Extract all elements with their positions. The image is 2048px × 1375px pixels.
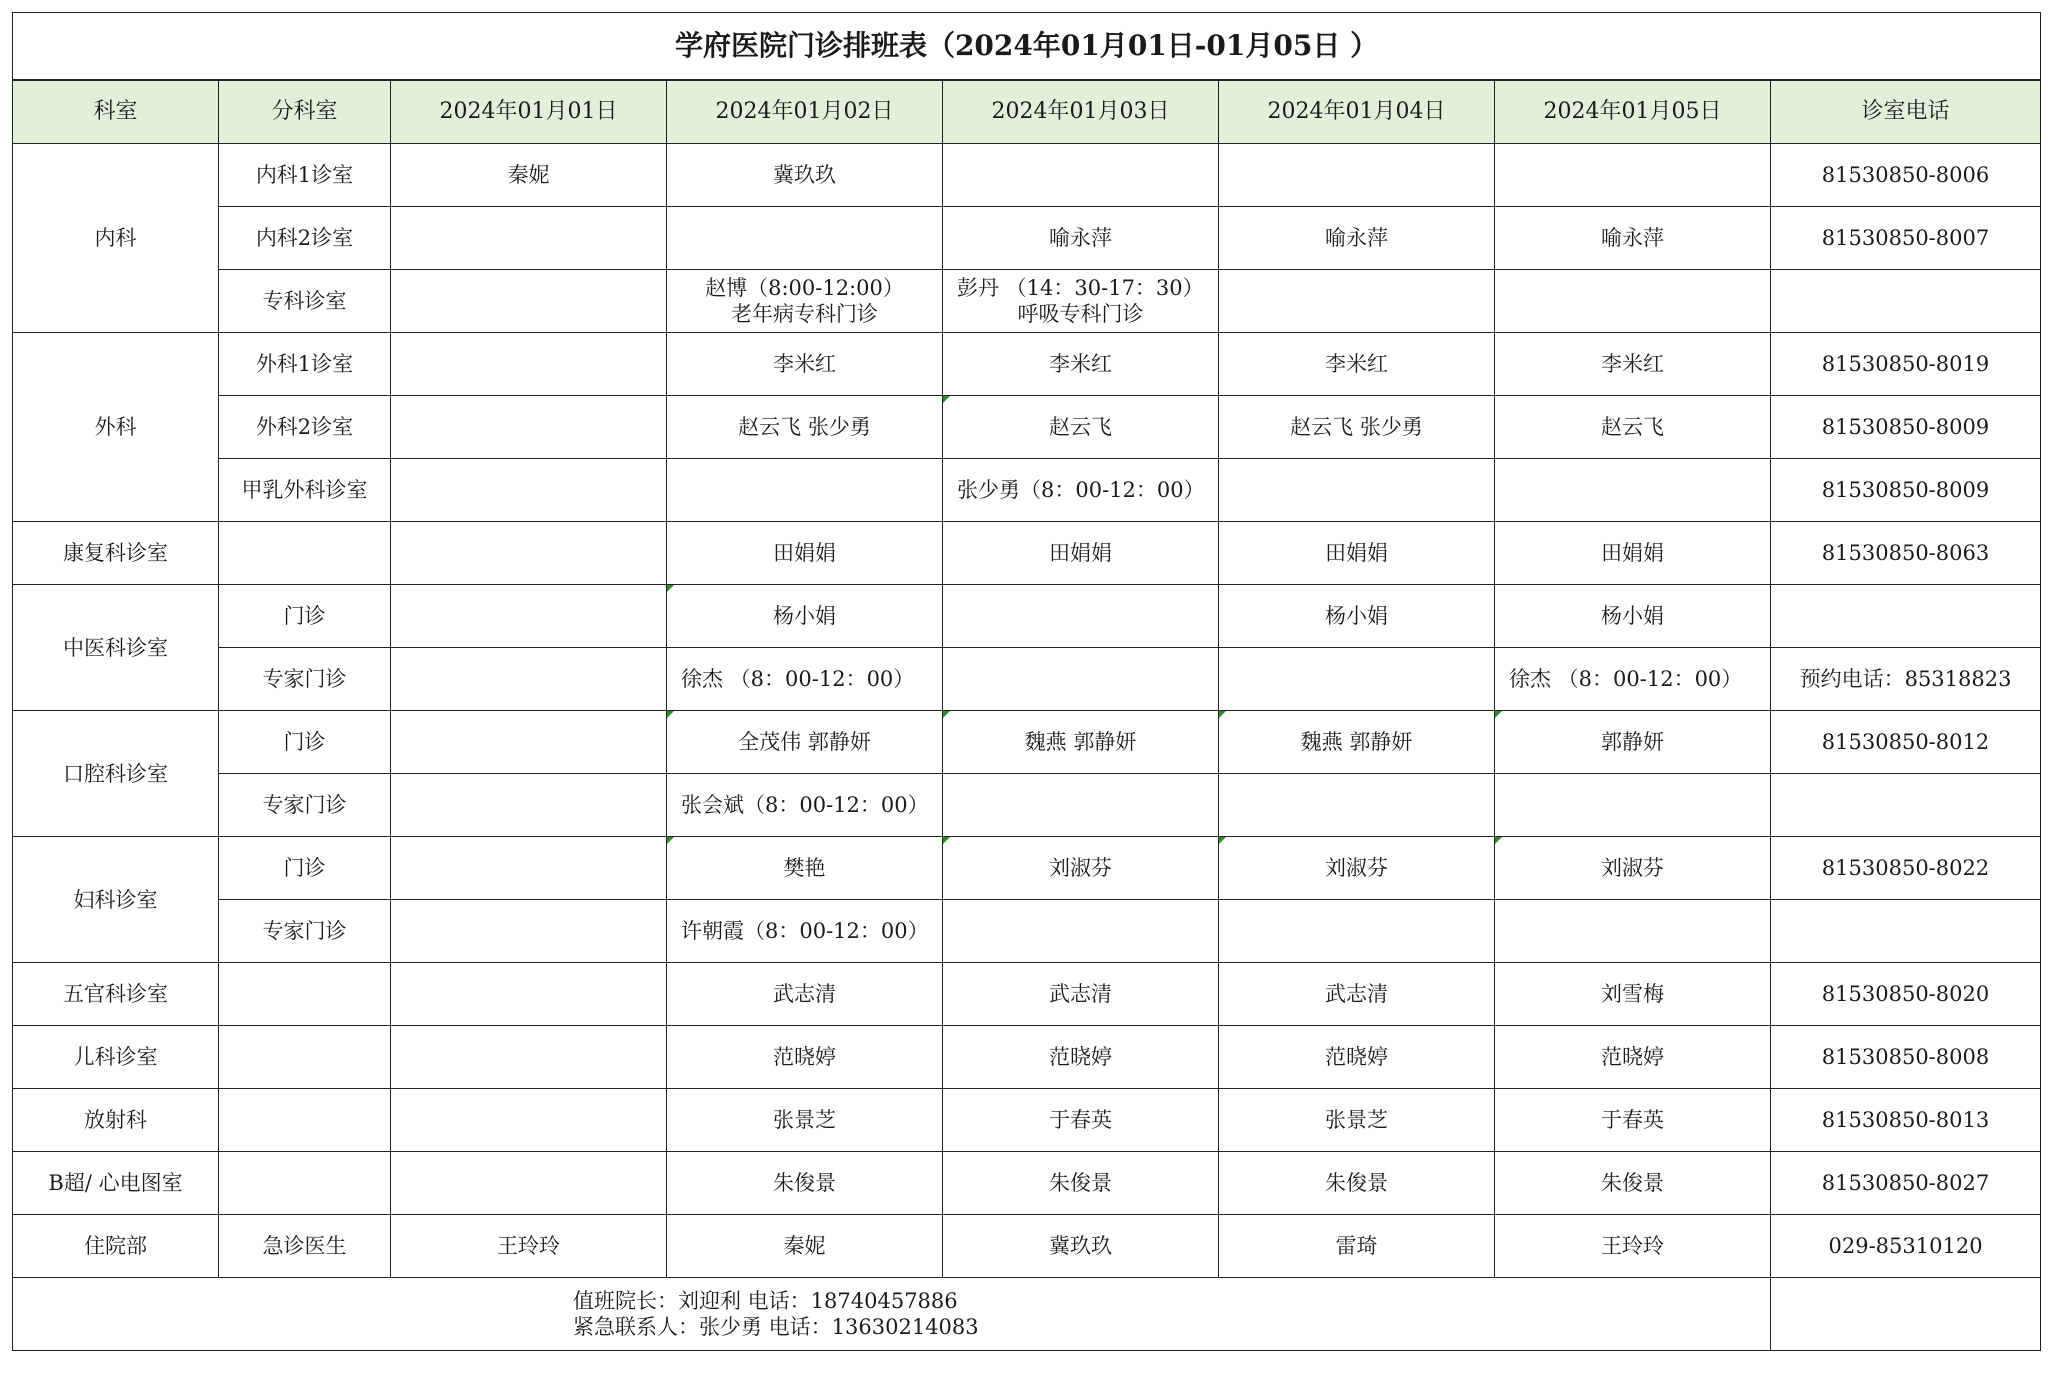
subdept-cell[interactable]: 急诊医生 — [219, 1215, 391, 1278]
table-row — [13, 333, 2041, 396]
phone-cell[interactable]: 81530850-8007 — [1771, 207, 2041, 270]
schedule-cell[interactable]: 樊艳 — [667, 837, 943, 900]
schedule-line: 呼吸专科门诊 — [1017, 302, 1144, 326]
dept-cell[interactable]: 内科 — [13, 144, 219, 333]
duty-director-line: 值班院长：刘迎利 电话：18740457886 — [573, 1289, 958, 1313]
schedule-cell[interactable] — [1219, 144, 1495, 207]
schedule-cell[interactable]: 刘淑芬 — [1219, 837, 1495, 900]
schedule-cell[interactable]: 刘淑芬 — [1495, 837, 1771, 900]
schedule-cell[interactable]: 张景芝 — [667, 1089, 943, 1152]
phone-cell[interactable]: 81530850-8006 — [1771, 144, 2041, 207]
subdept-cell[interactable]: 门诊 — [219, 711, 391, 774]
schedule-cell[interactable]: 赵云飞 — [1495, 396, 1771, 459]
subdept-cell[interactable] — [219, 1089, 391, 1152]
schedule-cell[interactable]: 朱俊景 — [667, 1152, 943, 1215]
schedule-cell[interactable] — [391, 837, 667, 900]
schedule-cell[interactable] — [1495, 270, 1771, 333]
schedule-cell[interactable]: 李米红 — [1495, 333, 1771, 396]
subdept-cell[interactable] — [219, 1152, 391, 1215]
table-row — [13, 585, 2041, 648]
schedule-cell[interactable] — [391, 711, 667, 774]
schedule-cell[interactable]: 喻永萍 — [943, 207, 1219, 270]
page-title: 学府医院门诊排班表（2024年01月01日-01月05日 ） — [13, 13, 2041, 81]
schedule-cell[interactable] — [943, 648, 1219, 711]
table-row — [13, 711, 2041, 774]
table-row — [13, 837, 2041, 900]
schedule-cell[interactable] — [1495, 144, 1771, 207]
subdept-cell[interactable]: 门诊 — [219, 585, 391, 648]
subdept-cell[interactable]: 专家门诊 — [219, 900, 391, 963]
schedule-cell[interactable]: 徐杰 （8：00-12：00） — [1495, 648, 1771, 711]
phone-cell[interactable]: 029-85310120 — [1771, 1215, 2041, 1278]
schedule-cell[interactable] — [391, 774, 667, 837]
schedule-cell[interactable]: 范晓婷 — [667, 1026, 943, 1089]
dept-cell[interactable]: 外科 — [13, 333, 219, 522]
schedule-cell[interactable]: 范晓婷 — [1495, 1026, 1771, 1089]
phone-cell[interactable]: 81530850-8012 — [1771, 711, 2041, 774]
schedule-sheet — [12, 12, 2040, 1351]
subdept-cell[interactable]: 外科1诊室 — [219, 333, 391, 396]
schedule-cell[interactable] — [391, 522, 667, 585]
schedule-cell[interactable] — [943, 585, 1219, 648]
schedule-cell[interactable] — [391, 207, 667, 270]
emergency-contact-line: 紧急联系人：张少勇 电话：13630214083 — [573, 1315, 979, 1339]
subdept-cell[interactable]: 专科诊室 — [219, 270, 391, 333]
schedule-cell[interactable] — [1219, 774, 1495, 837]
schedule-cell[interactable] — [1219, 459, 1495, 522]
schedule-cell[interactable] — [1495, 774, 1771, 837]
table-row — [13, 207, 2041, 270]
header-cell[interactable]: 2024年01月05日 — [1495, 80, 1771, 144]
table-row — [13, 963, 2041, 1026]
schedule-cell[interactable]: 赵云飞 张少勇 — [1219, 396, 1495, 459]
footer-empty-cell[interactable] — [1771, 1278, 2041, 1351]
phone-cell[interactable] — [1771, 270, 2041, 333]
schedule-cell[interactable] — [391, 585, 667, 648]
table-row — [13, 1215, 2041, 1278]
schedule-cell[interactable] — [391, 270, 667, 333]
schedule-cell[interactable]: 田娟娟 — [943, 522, 1219, 585]
schedule-line: 老年病专科门诊 — [731, 302, 878, 326]
phone-cell[interactable]: 81530850-8009 — [1771, 459, 2041, 522]
table-row — [13, 459, 2041, 522]
schedule-cell[interactable]: 张景芝 — [1219, 1089, 1495, 1152]
header-row — [13, 80, 2041, 144]
schedule-cell[interactable]: 赵云飞 张少勇 — [667, 396, 943, 459]
subdept-cell[interactable]: 门诊 — [219, 837, 391, 900]
dept-cell[interactable]: 住院部 — [13, 1215, 219, 1278]
phone-cell[interactable]: 81530850-8022 — [1771, 837, 2041, 900]
schedule-cell[interactable] — [391, 648, 667, 711]
table-row — [13, 144, 2041, 207]
subdept-cell[interactable] — [219, 963, 391, 1026]
subdept-cell[interactable]: 内科2诊室 — [219, 207, 391, 270]
title-row — [13, 13, 2041, 81]
schedule-cell[interactable]: 武志清 — [1219, 963, 1495, 1026]
schedule-cell[interactable]: 秦妮 — [667, 1215, 943, 1278]
header-cell[interactable]: 分科室 — [219, 80, 391, 144]
schedule-cell[interactable] — [391, 1026, 667, 1089]
schedule-cell[interactable] — [1219, 270, 1495, 333]
phone-cell[interactable]: 81530850-8008 — [1771, 1026, 2041, 1089]
subdept-cell[interactable]: 外科2诊室 — [219, 396, 391, 459]
dept-cell[interactable]: 五官科诊室 — [13, 963, 219, 1026]
schedule-cell[interactable]: 魏燕 郭静妍 — [1219, 711, 1495, 774]
schedule-cell[interactable]: 田娟娟 — [1495, 522, 1771, 585]
schedule-cell[interactable] — [943, 774, 1219, 837]
dept-cell[interactable]: 儿科诊室 — [13, 1026, 219, 1089]
schedule-cell[interactable]: 杨小娟 — [667, 585, 943, 648]
schedule-cell[interactable]: 武志清 — [943, 963, 1219, 1026]
schedule-cell[interactable]: 范晓婷 — [1219, 1026, 1495, 1089]
schedule-cell[interactable]: 王玲玲 — [391, 1215, 667, 1278]
subdept-cell[interactable] — [219, 522, 391, 585]
phone-cell[interactable]: 81530850-8063 — [1771, 522, 2041, 585]
subdept-cell[interactable]: 内科1诊室 — [219, 144, 391, 207]
schedule-cell[interactable] — [1495, 900, 1771, 963]
schedule-cell[interactable] — [1219, 900, 1495, 963]
schedule-cell[interactable]: 雷琦 — [1219, 1215, 1495, 1278]
table-row — [13, 522, 2041, 585]
phone-cell[interactable]: 预约电话：85318823 — [1771, 648, 2041, 711]
schedule-line: 赵博（8:00-12:00） — [705, 276, 904, 300]
phone-cell[interactable]: 81530850-8009 — [1771, 396, 2041, 459]
phone-cell[interactable] — [1771, 900, 2041, 963]
schedule-cell[interactable]: 郭静妍 — [1495, 711, 1771, 774]
schedule-cell[interactable] — [1219, 648, 1495, 711]
schedule-cell[interactable]: 王玲玲 — [1495, 1215, 1771, 1278]
header-cell[interactable]: 诊室电话 — [1771, 80, 2041, 144]
schedule-cell[interactable] — [391, 1089, 667, 1152]
schedule-cell[interactable] — [391, 459, 667, 522]
dept-cell[interactable]: 口腔科诊室 — [13, 711, 219, 837]
dept-cell[interactable]: 放射科 — [13, 1089, 219, 1152]
subdept-cell[interactable]: 专家门诊 — [219, 648, 391, 711]
schedule-cell[interactable]: 张少勇（8：00-12：00） — [943, 459, 1219, 522]
schedule-cell[interactable]: 全茂伟 郭静妍 — [667, 711, 943, 774]
schedule-cell[interactable]: 李米红 — [943, 333, 1219, 396]
table-row — [13, 900, 2041, 963]
schedule-cell[interactable]: 冀玖玖 — [667, 144, 943, 207]
schedule-cell[interactable]: 朱俊景 — [1219, 1152, 1495, 1215]
schedule-cell[interactable]: 秦妮 — [391, 144, 667, 207]
footer-row — [13, 1278, 2041, 1351]
schedule-cell[interactable] — [667, 270, 943, 333]
subdept-cell[interactable]: 甲乳外科诊室 — [219, 459, 391, 522]
phone-cell[interactable]: 81530850-8019 — [1771, 333, 2041, 396]
schedule-cell[interactable]: 于春英 — [943, 1089, 1219, 1152]
dept-cell[interactable]: B超/ 心电图室 — [13, 1152, 219, 1215]
schedule-cell[interactable]: 冀玖玖 — [943, 1215, 1219, 1278]
schedule-cell[interactable]: 朱俊景 — [943, 1152, 1219, 1215]
table-row — [13, 1152, 2041, 1215]
dept-cell[interactable]: 中医科诊室 — [13, 585, 219, 711]
schedule-cell[interactable] — [943, 900, 1219, 963]
schedule-cell[interactable]: 杨小娟 — [1495, 585, 1771, 648]
schedule-cell[interactable] — [391, 963, 667, 1026]
duty-info-cell[interactable] — [13, 1278, 1771, 1351]
schedule-cell[interactable]: 田娟娟 — [1219, 522, 1495, 585]
schedule-cell[interactable] — [943, 144, 1219, 207]
schedule-cell[interactable]: 魏燕 郭静妍 — [943, 711, 1219, 774]
schedule-cell[interactable]: 李米红 — [1219, 333, 1495, 396]
phone-cell[interactable]: 81530850-8013 — [1771, 1089, 2041, 1152]
table-row — [13, 1089, 2041, 1152]
table-row — [13, 396, 2041, 459]
schedule-cell[interactable]: 刘淑芬 — [943, 837, 1219, 900]
subdept-cell[interactable]: 专家门诊 — [219, 774, 391, 837]
schedule-cell[interactable] — [391, 900, 667, 963]
header-cell[interactable]: 2024年01月01日 — [391, 80, 667, 144]
schedule-cell[interactable]: 徐杰 （8：00-12：00） — [667, 648, 943, 711]
schedule-cell[interactable]: 于春英 — [1495, 1089, 1771, 1152]
schedule-cell[interactable]: 武志清 — [667, 963, 943, 1026]
schedule-cell[interactable]: 喻永萍 — [1219, 207, 1495, 270]
phone-cell[interactable] — [1771, 774, 2041, 837]
schedule-cell[interactable] — [1495, 459, 1771, 522]
schedule-cell[interactable] — [667, 207, 943, 270]
phone-cell[interactable] — [1771, 585, 2041, 648]
schedule-cell[interactable]: 田娟娟 — [667, 522, 943, 585]
schedule-cell[interactable]: 杨小娟 — [1219, 585, 1495, 648]
header-cell[interactable]: 2024年01月04日 — [1219, 80, 1495, 144]
schedule-cell[interactable] — [391, 396, 667, 459]
dept-cell[interactable]: 妇科诊室 — [13, 837, 219, 963]
header-cell[interactable]: 科室 — [13, 80, 219, 144]
schedule-cell[interactable]: 朱俊景 — [1495, 1152, 1771, 1215]
phone-cell[interactable]: 81530850-8027 — [1771, 1152, 2041, 1215]
table-row — [13, 270, 2041, 333]
schedule-cell[interactable] — [667, 459, 943, 522]
phone-cell[interactable]: 81530850-8020 — [1771, 963, 2041, 1026]
table-row — [13, 774, 2041, 837]
schedule-cell[interactable] — [943, 270, 1219, 333]
table-row — [13, 648, 2041, 711]
header-cell[interactable]: 2024年01月02日 — [667, 80, 943, 144]
schedule-cell[interactable]: 喻永萍 — [1495, 207, 1771, 270]
schedule-cell[interactable]: 许朝霞（8：00-12：00） — [667, 900, 943, 963]
schedule-cell[interactable] — [391, 333, 667, 396]
table-row — [13, 1026, 2041, 1089]
schedule-cell[interactable]: 刘雪梅 — [1495, 963, 1771, 1026]
schedule-line: 彭丹 （14：30-17：30） — [957, 276, 1204, 300]
schedule-cell[interactable]: 李米红 — [667, 333, 943, 396]
dept-cell[interactable]: 康复科诊室 — [13, 522, 219, 585]
schedule-cell[interactable]: 范晓婷 — [943, 1026, 1219, 1089]
header-cell[interactable]: 2024年01月03日 — [943, 80, 1219, 144]
schedule-cell[interactable] — [391, 1152, 667, 1215]
schedule-cell[interactable]: 赵云飞 — [943, 396, 1219, 459]
subdept-cell[interactable] — [219, 1026, 391, 1089]
schedule-cell[interactable]: 张会斌（8：00-12：00） — [667, 774, 943, 837]
schedule-table — [12, 12, 2041, 1351]
